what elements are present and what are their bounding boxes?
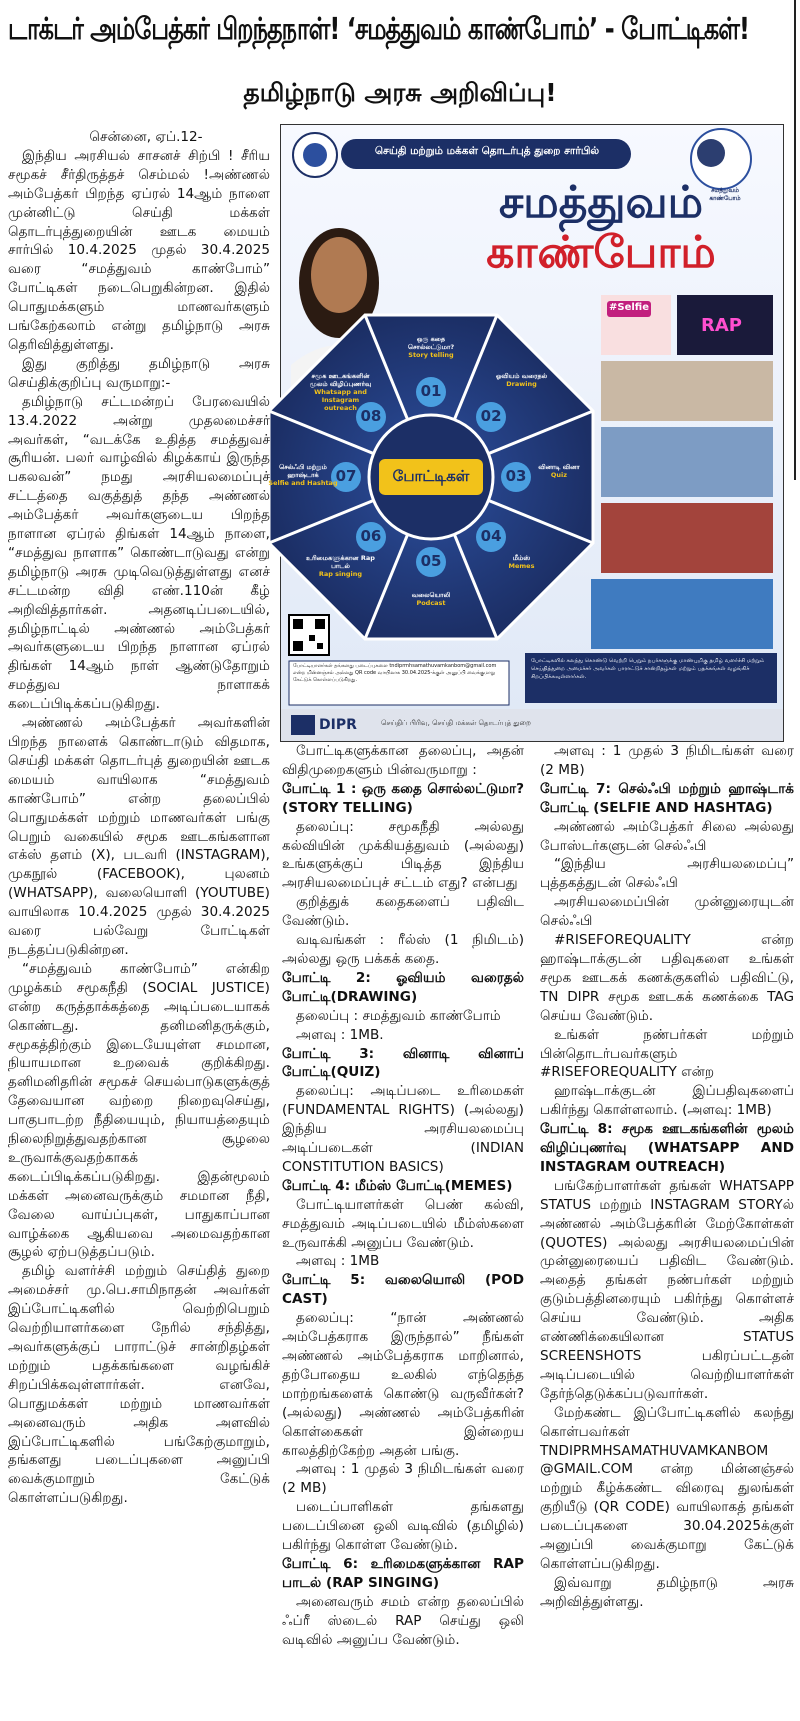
segment-number: 04 [480, 527, 502, 546]
segment-number: 01 [420, 382, 442, 400]
segment-label-en: Drawing [506, 380, 537, 389]
segment-label-en: Memes [508, 561, 535, 570]
drawing-image [601, 361, 773, 421]
footer-links: செய்திப் பிரிவு, செய்தி மக்கள் தொடர்புத் துறை [381, 719, 531, 727]
segment-label [304, 554, 376, 578]
paragraph: இது குறித்து தமிழ்நாடு அரசு செய்திக்குறிப்பு வருமாறு:- [8, 355, 270, 391]
segment-number: 03 [505, 467, 527, 485]
segment-number: 08 [360, 406, 382, 425]
headline: டாக்டர் அம்பேத்கர் பிறந்தநாள்! ‘சமத்துவம் காண்போம்’ - போட்டிகள்! [8, 12, 749, 47]
segment-label [395, 591, 467, 607]
contest-heading: போட்டி 2: ஓவியம் வரைதல் போட்டி(DRAWING) [282, 969, 524, 1005]
segment-label [486, 372, 558, 388]
contest-heading: போட்டி 5: வலையொலி (POD CAST) [282, 1272, 524, 1308]
paragraph: அண்ணல் அம்பேத்கர் சிலை அல்லது போஸ்டர்களுடன் செல்ஃபி [540, 818, 794, 854]
poster-title-2: காண்போம் [486, 227, 716, 278]
contest-heading: போட்டி 6: உரிமைகளுக்கான RAP பாடல் (RAP SINGING) [282, 1555, 524, 1591]
qr-note: போட்டியாளர்கள் தங்களது படைப்புகளை tndiprmhsamathuvamkanbom@gmail.com என்ற மின்னஞ்சல் அல்லது QR code வாயிலாக 30.04.2025-க்குள் அனுப்பி வைக்குமாறு கேட்டுக் கொள்ளப்படுகிறது. [293, 663, 497, 683]
contest-heading: போட்டி 1 : ஒரு கதை சொல்லட்டுமா? (STORY TELLING) [282, 780, 524, 816]
segment-label-ta: உரிமைகளுக்கான Rap பாடல் [306, 553, 375, 570]
rap-tag: RAP [701, 315, 742, 336]
segment-label-en: Podcast [416, 599, 446, 607]
segment-label [395, 335, 467, 359]
contest-heading: போட்டி 7: செல்ஃபி மற்றும் ஹாஷ்டாக் போட்டி (SELFIE AND HASHTAG) [540, 780, 794, 816]
segment-label-ta: வினாடி வினா [538, 463, 580, 471]
segment-label [267, 463, 339, 487]
contest-heading: போட்டி 3: வினாடி வினாப் போட்டி(QUIZ) [282, 1045, 524, 1081]
paragraph: ஹாஷ்டாக்குடன் இப்பதிவுகளைப் பகிர்ந்து கொள்ளலாம். (அளவு: 1MB) [540, 1083, 794, 1119]
segment-label-ta: மீம்ஸ் [512, 553, 531, 562]
paragraph: மேற்கண்ட இப்போட்டிகளில் கலந்து கொள்பவர்கள் TNDIPRMHSAMATHUVAMKANBOM @GMAIL.COM என்ற மின்னஞ்சல் மற்றும் கீழ்க்கண்ட விரைவு துலங்கள் குறியீடு (QR CODE) வாயிலாகத் தங்கள் படைப்புகளை 30.04.2025க்குள் அனுப்பி வைக்குமாறு கேட்டுக் கொள்ளப்படுகிறது. [540, 1404, 794, 1572]
paragraph: அளவு : 1MB. [296, 1026, 384, 1043]
paragraph: தமிழ்நாடு சட்டமன்றப் பேரவையில் 13.4.2022 அன்று முதலமைச்சர் அவர்கள், “வடக்கே உதித்த சமத்துவச் சூரியன். பலர் வாழ்வில் கிழக்காய் இருந்த பகலவன்” நமது அரசியலமைப்புச் சட்டத்தை வகுத்துத் தந்த அண்ணல் அம்பேத்கர் அவர்களுடைய பிறந்த நாளான ஏப்ரல் திங்கள் 14ஆம் நாளை, “சமத்துவ நாளாக” கொண்டாடுவது என்று தமிழ்நாடு அரசு முடிவெடுத்துள்ளது எனச் சட்டமன்ற விதி எண்.110ன் கீழ் அறிவித்தார்கள். அதனடிப்படையில், தமிழ்நாட்டில் அண்ணல் அம்பேத்கர் அவர்களுடைய பிறந்த நாளான ஏப்ரல் திங்கள் 14ஆம் நாள் ஆண்டுதோறும் சமத்துவ நாளாகக் கடைப்பிடிக்கப்படுகிறது. [8, 393, 270, 713]
segment-label-en: Selfie and Hashtag [268, 479, 338, 487]
contest-heading: போட்டி 4: மீம்ஸ் போட்டி(MEMES) [282, 1177, 513, 1194]
quiz-image [601, 427, 773, 497]
paragraph: தலைப்பு : சமத்துவம் காண்போம் [296, 1007, 501, 1024]
segment-number: 05 [420, 552, 442, 570]
subheadline: தமிழ்நாடு அரசு அறிவிப்பு! [243, 78, 557, 107]
segment-label [486, 554, 558, 570]
paragraph: உங்கள் நண்பர்கள் மற்றும் பின்தொடர்பவர்களும் #RISEFOREQUALITY என்ற [540, 1026, 794, 1081]
paragraph: தமிழ் வளர்ச்சி மற்றும் செய்தித் துறை அமைச்சர் மு.பெ.சாமிநாதன் அவர்கள் இப்போட்டிகளில் வெற்றிபெறும் வெற்றியாளர்களை நேரில் சந்தித்து, அவர்களுக்குப் பாராட்டுச் சான்றிதழ்கள் மற்றும் பதக்கங்களை வழங்கிச் சிறப்பிக்கவுள்ளார்கள். எனவே, பொதுமக்கள் மற்றும் மாணவர்கள் அனைவரும் அதிக அளவில் இப்போட்டிகளில் பங்கேற்குமாறும், தங்களது படைப்புகளை அனுப்பி வைக்குமாறும் கேட்டுக் கொள்ளப்படுகிறது. [8, 1263, 270, 1507]
segment-number: 07 [335, 467, 357, 485]
paragraph: அளவு : 1 முதல் 3 நிமிடங்கள் வரை (2 MB) [540, 743, 794, 778]
segment-number: 06 [360, 527, 382, 546]
paragraph: போட்டிகளுக்கான தலைப்பு, அதன் விதிமுறைகளும் பின்வருமாறு : [282, 743, 524, 778]
podcast-image [601, 503, 773, 573]
paragraph: சென்னை, ஏப்.12- [89, 129, 203, 145]
winners-note: போட்டிகளில் கலந்து கொண்டு வெற்றி பெறும் நபர்களுக்கு மாண்புமிகு தமிழ் வளர்ச்சி மற்றும் செய்தித்துறை அமைச்சர் அவர்கள் பாராட்டுச் சான்றிதழ்கள் மற்றும் பதக்கங்கள் வழங்கிச் சிறப்பிக்கவுள்ளார்கள். [531, 658, 765, 680]
column-rule [794, 0, 796, 480]
paragraph: அண்ணல் அம்பேத்கர் அவர்களின் பிறந்த நாளைக் கொண்டாடும் விதமாக, செய்தி மக்கள் தொடர்புத் துறையின் ஊடக மையம் வாயிலாக “சமத்துவம் காண்போம்” என்ற தலைப்பில் பொதுமக்கள் மற்றும் மாணவர்கள் பங்கு பெறும் வகையில் சமூக ஊடகங்களான எக்ஸ் தளம் (X), படவரி (INSTAGRAM), முகநூல் (FACEBOOK), புலனம் (WHATSAPP), வலையொளி (YOUTUBE) வாயிலாக 10.4.2025 முதல் 30.4.2025 வரை பல்வேறு போட்டிகள் நடத்தப்படுகின்றன. [8, 715, 270, 958]
article-column-1 [8, 128, 270, 1713]
paragraph: இவ்வாறு தமிழ்நாடு அரசு அறிவித்துள்ளது. [540, 1574, 794, 1610]
poster-title-1: சமத்துவம் [498, 177, 704, 228]
paragraph: தலைப்பு: “நான் அண்ணல் அம்பேத்கராக இருந்தால்” நீங்கள் அண்ணல் அம்பேத்கராக மாறினால், தற்போதைய உலகில் எந்தெந்த மாற்றங்களைக் கொண்டு வருவீர்கள்? (அல்லது) அண்ணல் அம்பேத்கரின் கொள்கைகள் இன்றைய காலத்திற்கேற்ற அதன் பங்கு. [282, 1310, 524, 1459]
paragraph: பங்கேற்பாளர்கள் தங்கள் WHATSAPP STATUS மற்றும் INSTAGRAM STORYல் அண்ணல் அம்பேத்கரின் மேற்கோள்கள் (QUOTES) அல்லது அரசியலமைப்பின் முன்னுரையைப் பதிவிட வேண்டும். அதைத் தங்கள் நண்பர்கள் மற்றும் குடும்பத்தினரையும் பகிர்ந்து கொள்ளச் செய்ய வேண்டும். அதிக எண்ணிக்கையிலான STATUS SCREENSHOTS பகிரப்பட்டதன் அடிப்படையில் வெற்றியாளர்கள் தேர்ந்தெடுக்கப்படுவார்கள். [540, 1177, 794, 1402]
segment-label-ta: சமூக ஊடகங்களின் மூலம் விழிப்புணர்வு [309, 372, 372, 389]
paragraph: இந்திய அரசியல் சாசனச் சிற்பி ! சீரிய சமூகச் சீர்திருத்தச் செம்மல் !அண்ணல் அம்பேத்கர் பிறந்த ஏப்ரல் 14ஆம் நாளை முன்னிட்டு செய்தி மக்கள் தொடர்புத்துறையின் ஊடக மையம் சார்பில் 10.4.2025 முதல் 30.4.2025 வரை “சமத்துவம் காண்போம்” போட்டிகள் நடைபெறுகின்றன. இதில் பொதுமக்களும் மாணவர்களும் பங்கேற்கலாம் என்று தமிழ்நாடு அரசு தெரிவித்துள்ளது. [8, 147, 270, 353]
segment-label [304, 372, 376, 412]
selfie-tag: #Selfie [609, 302, 649, 313]
dipr-logo-icon [291, 715, 315, 735]
segment-label-ta: ஓவியம் வரைதல் [495, 372, 548, 381]
segment-label-en: Story telling [408, 351, 454, 359]
paragraph: அரசியலமைப்பின் முன்னுரையுடன் செல்ஃபி [540, 894, 794, 930]
segment-label-en: Rap singing [318, 569, 363, 578]
contest-poster [268, 124, 784, 742]
paragraph: வடிவங்கள் : ரீல்ஸ் (1 நிமிடம்) அல்லது ஒரு பக்கக் கதை. [282, 932, 524, 967]
paragraph: அளவு : 1 முதல் 3 நிமிடங்கள் வரை (2 MB) [282, 1461, 524, 1497]
poster-badge: சமத்துவம் காண்போம் [709, 187, 741, 202]
contest-heading: போட்டி 8: சமூக ஊடகங்களின் மூலம் விழிப்புணர்வு (WHATSAPP AND INSTAGRAM OUTREACH) [540, 1121, 794, 1175]
segment-number: 02 [480, 406, 502, 425]
paragraph: குறித்துக் கதைகளைப் பதிவிட வேண்டும். [282, 894, 524, 930]
paragraph: தலைப்பு: அடிப்படை உரிமைகள் (FUNDAMENTAL RIGHTS) (அல்லது) இந்திய அரசியலமைப்பு அடிப்படைகள் (INDIAN CONSTITUTION BASICS) [282, 1083, 524, 1175]
segment-label-ta: ஒரு கதை சொல்லட்டுமா? [407, 335, 455, 351]
segment-label-en: Whatsapp and Instagram outreach [314, 388, 367, 413]
poster-center: போட்டிகள் [392, 467, 470, 485]
paragraph: “இந்திய அரசியலமைப்பு” புத்தகத்துடன் செல்ஃபி [540, 856, 794, 892]
memes-image [591, 579, 773, 649]
paragraph: அனைவரும் சமம் என்ற தலைப்பில் ஃப்ரீ ஸ்டைல் RAP செய்து ஒலி வடிவில் அனுப்ப வேண்டும். [282, 1593, 524, 1648]
segment-label-ta: வலையொலி [411, 591, 451, 599]
paragraph: “சமத்துவம் காண்போம்” என்கிற முழக்கம் சமூகநீதி (SOCIAL JUSTICE) என்ற கருத்தாக்கத்தை அடிப்படையாகக் கொண்டது. தனிமனிதருக்கும், சமூகத்திற்கும் இடையேயுள்ள சமமான, நியாயமான உறவைக் குறிக்கிறது. தனிமனிதரின் சமூகச் செயல்பாடுகளுக்குத் தேவையான வற்றை நிறைவுசெய்து, பாகுபாடற்ற நீதியையும், நியாயத்தையும் நிலைநிறுத்துவதற்கான சூழலை உருவாக்குவதற்காகக் கடைப்பிடிக்கப்படுகிறது. இதன்மூலம் மக்கள் அனைவருக்கும் சமமான நீதி, வேலை வாய்ப்புகள், பாதுகாப்பான வாழ்க்கை ஆகியவை அமைவதற்கான சூழல் ஏற்படுத்தப்படும். [8, 960, 270, 1261]
article-column-3 [540, 742, 794, 1714]
paragraph: அளவு : 1MB [296, 1253, 380, 1270]
paragraph: போட்டியாளர்கள் பெண் கல்வி, சமத்துவம் அடிப்படையில் மீம்ஸ்களை உருவாக்கி அனுப்ப வேண்டும். [282, 1196, 524, 1251]
poster-banner: செய்தி மற்றும் மக்கள் தொடர்புத் துறை சார்பில் [374, 145, 600, 157]
dipr-logo: DIPR [319, 717, 357, 733]
paragraph: #RISEFOREQUALITY என்ற ஹாஷ்டாக்குடன் பதிவுகளை உங்கள் சமூக ஊடகக் கணக்குகளில் பதிவிட்டு, TN DIPR சமூக ஊடகக் கணக்கை TAG செய்ய வேண்டும். [540, 932, 794, 1024]
segment-label-ta: செல்ஃபி மற்றும் ஹாஷ்டாக் [279, 463, 327, 479]
paragraph: தலைப்பு: சமூகநீதி அல்லது கல்வியின் முக்கியத்துவம் (அல்லது) உங்களுக்குப் பிடித்த இந்திய அரசியலமைப்புச் சட்டம் எது? என்பது [282, 818, 524, 892]
segment-label [523, 463, 595, 479]
paragraph: படைப்பாளிகள் தங்களது படைப்பினை ஒலி வடிவில் (தமிழில்) பகிர்ந்து கொள்ள வேண்டும். [282, 1499, 524, 1554]
segment-label-en: Quiz [550, 471, 568, 479]
article-column-2 [282, 742, 524, 1714]
